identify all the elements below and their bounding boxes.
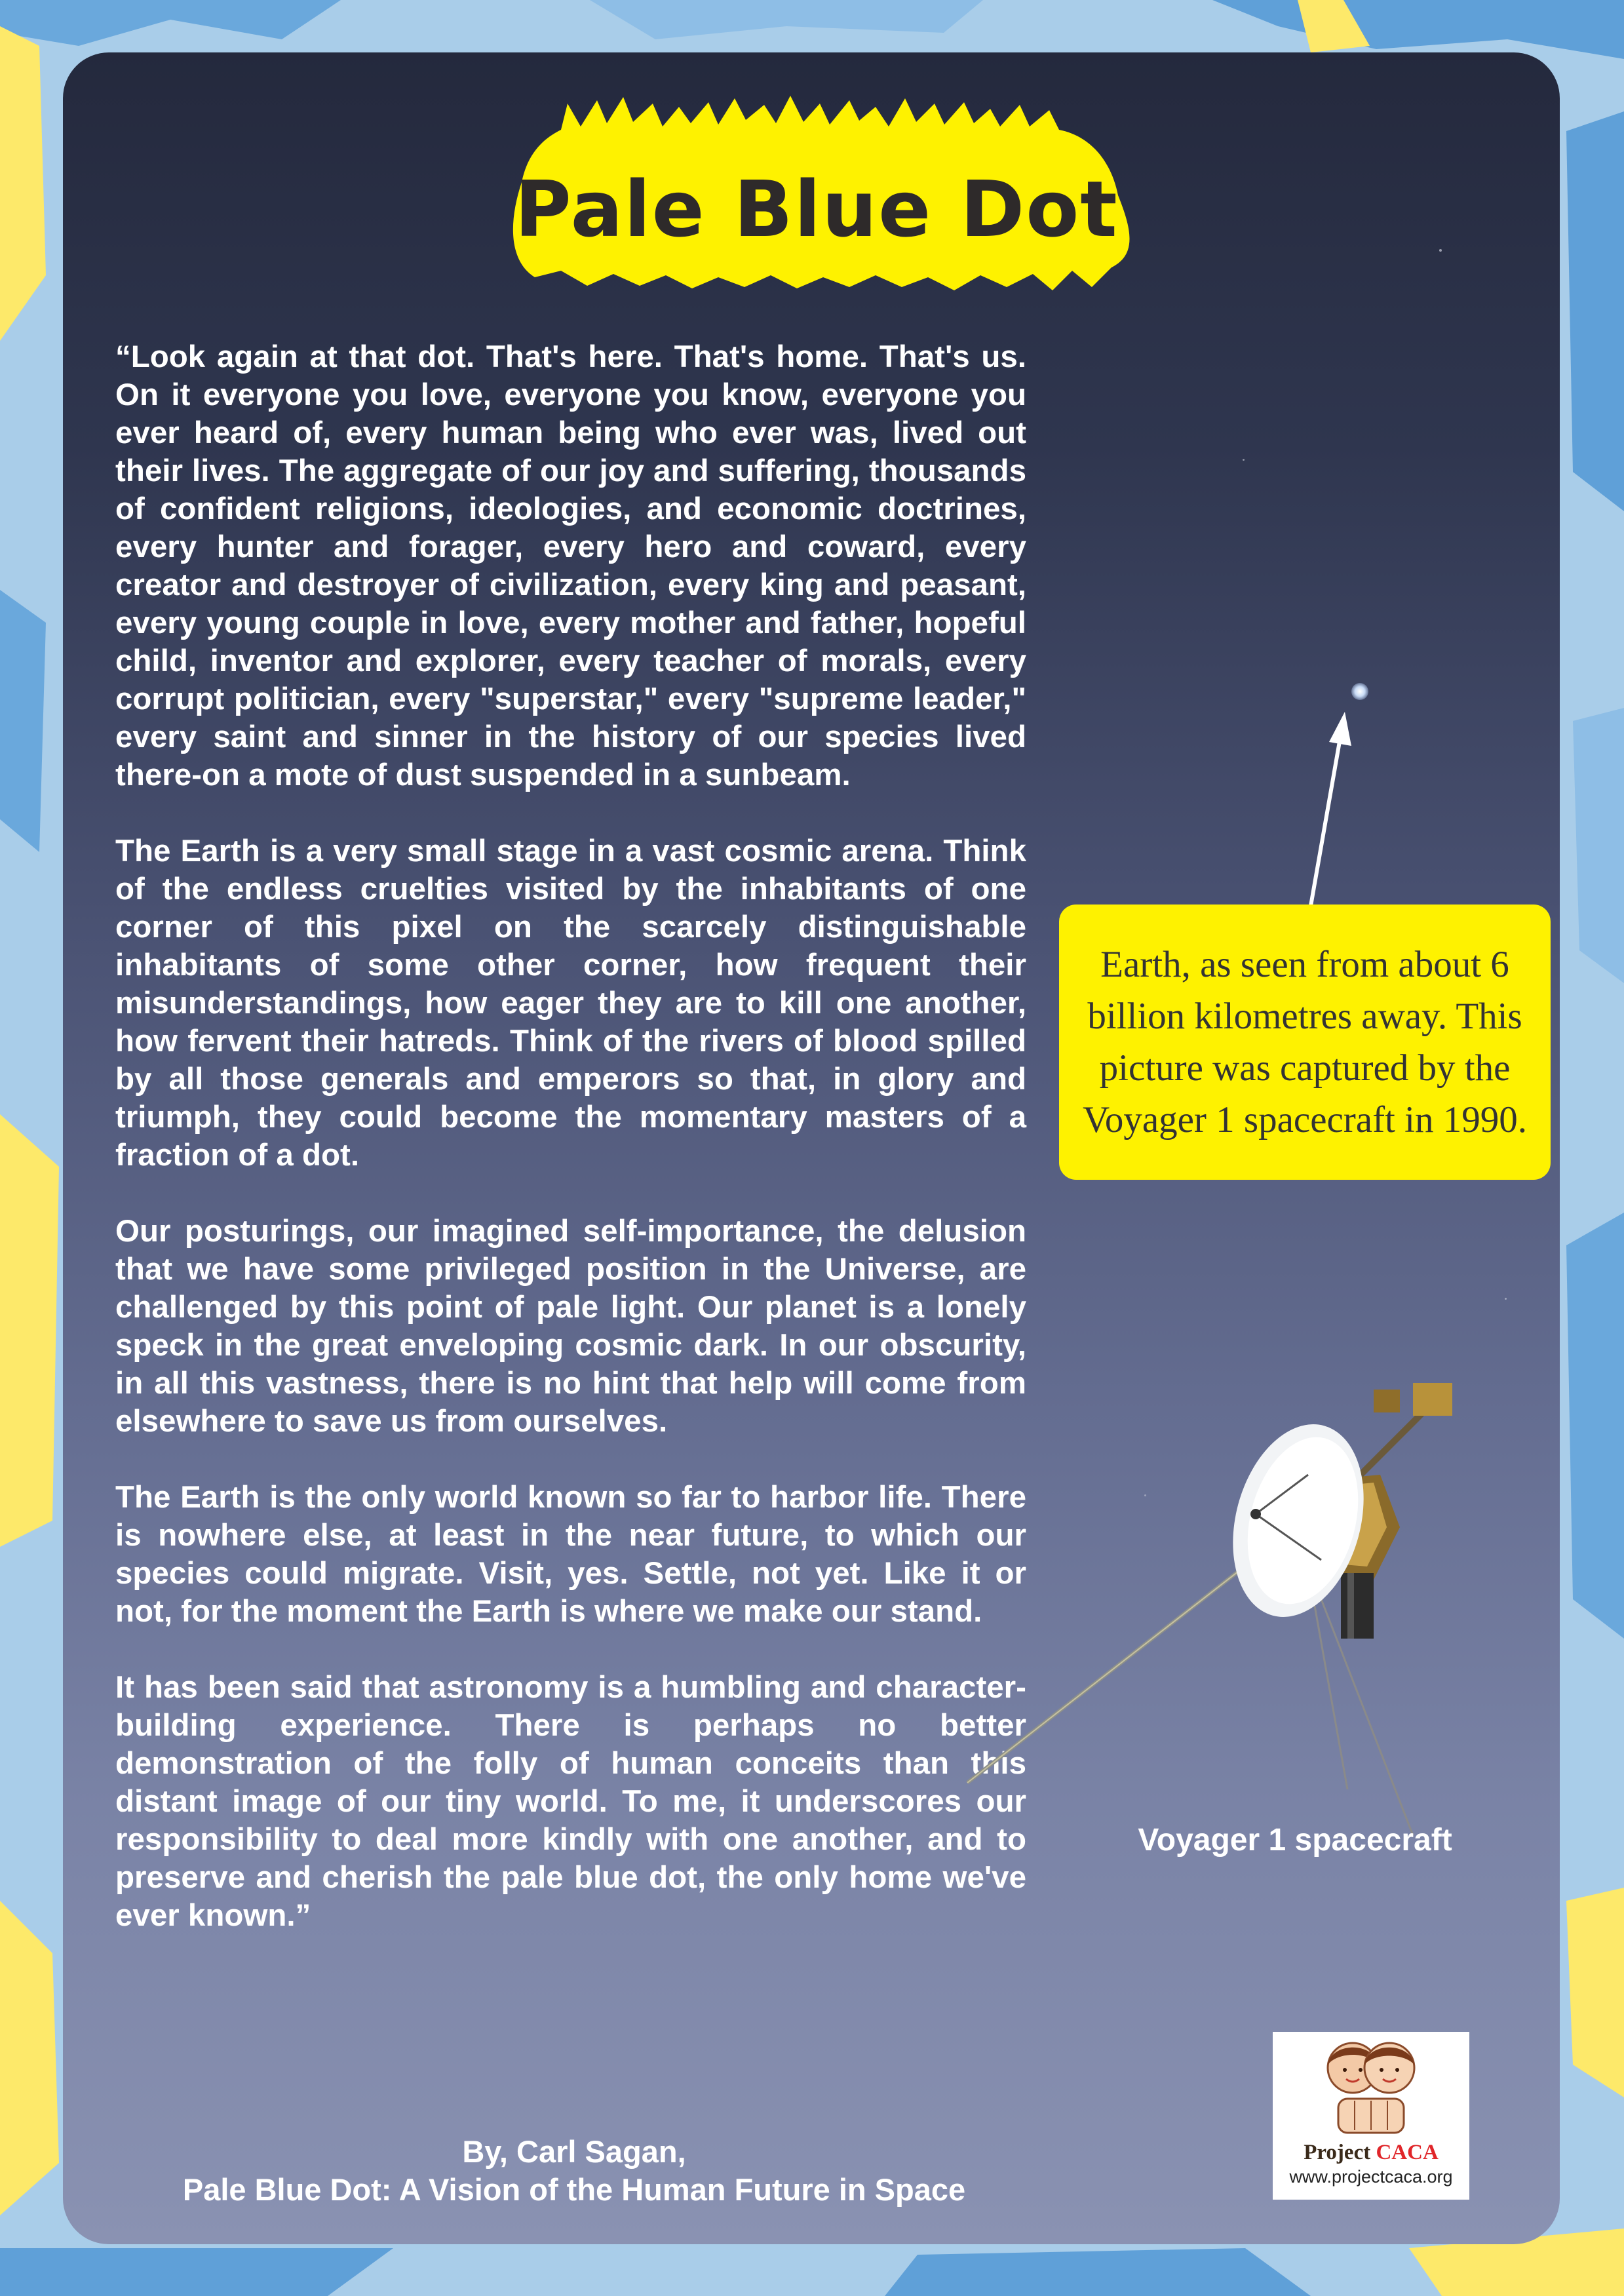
logo-name (1273, 2141, 1469, 2165)
star (1439, 249, 1442, 252)
earth-dot-icon (1351, 683, 1368, 700)
attribution-source: Pale Blue Dot: A Vision of the Human Future in Space (182, 2172, 966, 2207)
earth-caption: Earth, as seen from about 6 billion kilometres away. This picture was captured by the Voyager 1 spacecraft in 1990. (1083, 944, 1527, 1140)
quote-paragraph: Our posturings, our imagined self-importance, the delusion that we have some privileged position in the Universe, are challenged by this point of pale light. Our planet is a lonely speck in the great enveloping cosmic dark. In our obscurity, in all this vastness, there is no hint that help will come from elsewhere to save us from ourselves. (115, 1214, 1026, 1439)
voyager-spacecraft-icon (836, 1376, 1557, 1835)
page-title: Pale Blue Dot (514, 164, 1119, 254)
logo-url: www.projectcaca.org (1289, 2167, 1453, 2187)
arrow-icon (1295, 708, 1361, 918)
attribution-author: By, Carl Sagan, (462, 2134, 686, 2169)
quote-paragraph: “Look again at that dot. That's here. That's home. That's us. On it everyone you love, everyone you know, everyone you ever heard of, every human being who ever was, lived out their lives. The aggregate of our joy and suffering, thousands of confident religions, ideologies, and economic doctrines, every hunter and forager, every hero and coward, every creator and destroyer of civilization, every king and peasant, every young couple in love, every mother and father, hopeful child, inventor and explorer, every teacher of morals, every corrupt politician, every "superstar," every "supreme leader," every saint and sinner in the history of our species lived there-on a mote of dust suspended in a sunbeam. (115, 340, 1026, 792)
quote-paragraph: The Earth is the only world known so far to harbor life. There is nowhere else, at least in the near future, to which our species could migrate. Visit, yes. Settle, not yet. Like it or not, for the moment the Earth is where we make our stand. (115, 1480, 1026, 1629)
logo-name-part2: CACA (1376, 2141, 1439, 2164)
quote-paragraph: It has been said that astronomy is a humbling and character-building experience. There is perhaps no better demonstration of the folly of human conceits than this distant image of our tiny world. To me, it underscores our responsibility to deal more kindly with one another, and to preserve and cherish the pale blue dot, the only home we've ever known.” (115, 1670, 1026, 1933)
earth-caption-box (1059, 905, 1551, 1180)
voyager-label: Voyager 1 spacecraft (1138, 1823, 1452, 1858)
star (1243, 459, 1245, 461)
star (1505, 1298, 1507, 1300)
quote-paragraph: The Earth is a very small stage in a vast cosmic arena. Think of the endless cruelties visited by the inhabitants of one corner of this pixel on the scarcely distinguishable inhabitants of some other corner, how frequent their misunderstandings, how eager they are to kill one another, how fervent their hatreds. Think of the rivers of blood spilled by all those generals and emperors so that, in glory and triumph, they could become the momentary masters of a fraction of a dot. (115, 834, 1026, 1173)
children-logo-icon (1312, 2038, 1430, 2137)
attribution (115, 2133, 1033, 2209)
project-caca-logo (1273, 2032, 1469, 2200)
logo-name-part1: Project (1304, 2141, 1376, 2164)
content-panel (63, 52, 1560, 2244)
